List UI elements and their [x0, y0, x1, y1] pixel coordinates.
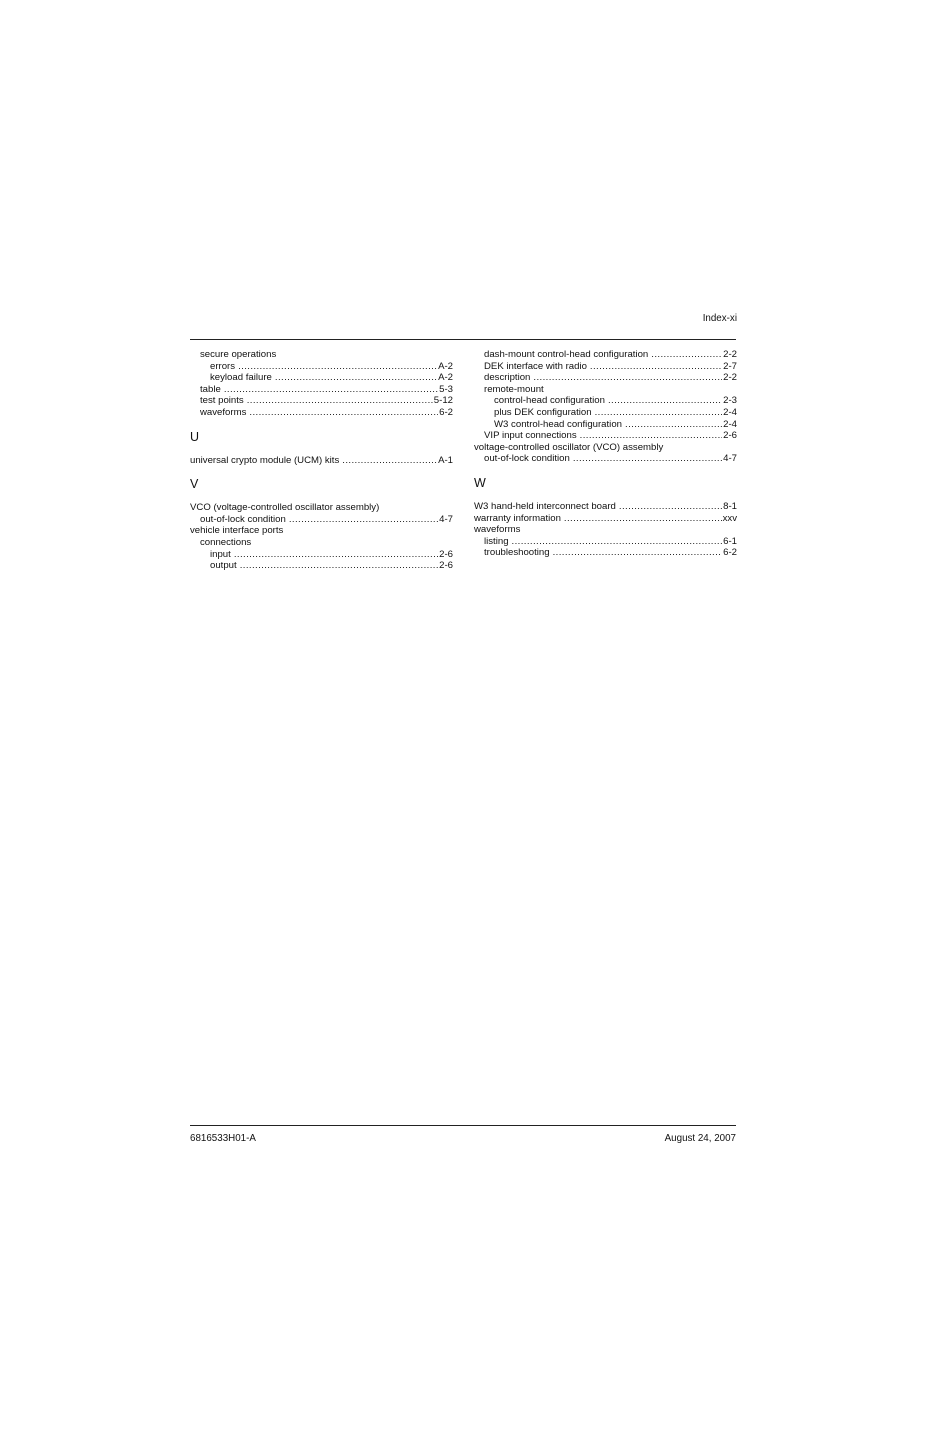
- index-entry-page: 2-2: [723, 372, 737, 384]
- index-entry: [190, 384, 453, 396]
- index-entry-label: test points: [200, 395, 244, 407]
- index-entry-page: 6-2: [439, 406, 453, 418]
- index-entry-page: 2-7: [723, 360, 737, 372]
- index-entry: [474, 547, 737, 559]
- index-entry: [190, 349, 453, 361]
- index-entry-label: dash-mount control-head configuration: [484, 349, 649, 360]
- index-entry: [474, 349, 737, 361]
- index-entry: [190, 372, 453, 384]
- index-entry-label: remote-mount: [484, 383, 544, 395]
- document-number: 6816533H01-A: [190, 1133, 256, 1144]
- dot-leader: [564, 513, 722, 525]
- dot-leader: [342, 455, 437, 467]
- index-entry-label: listing: [484, 535, 509, 547]
- index-entry-page: 2-4: [723, 418, 737, 430]
- dot-leader: [625, 419, 722, 431]
- index-entry: [474, 501, 737, 513]
- index-entry: [474, 419, 737, 431]
- index-entry-label: voltage-controlled oscillator (VCO) assembly: [474, 441, 664, 453]
- dot-leader: [275, 372, 437, 384]
- index-entry-page: 5-12: [433, 395, 453, 407]
- index-entry: [190, 502, 453, 514]
- dot-leader: [234, 549, 438, 561]
- index-column-right: [474, 349, 737, 559]
- index-entry-label: waveforms: [200, 406, 247, 418]
- index-entry: [190, 361, 453, 373]
- index-entry-page: 8-1: [723, 500, 737, 512]
- index-entry: [190, 525, 453, 537]
- index-entry-page: A-1: [438, 454, 453, 466]
- index-entry-label: VCO (voltage-controlled oscillator assembly): [190, 502, 380, 514]
- dot-leader: [619, 501, 722, 513]
- index-entry-page: A-2: [438, 372, 453, 384]
- index-entry: [474, 453, 737, 465]
- index-entry: [474, 430, 737, 442]
- index-entry: [190, 549, 453, 561]
- index-entry-label: warranty information: [474, 512, 561, 524]
- index-entry: [474, 513, 737, 525]
- dot-leader: [573, 453, 722, 465]
- index-column-left: [190, 349, 453, 572]
- index-group-v: [190, 502, 453, 572]
- index-entry-page: 2-6: [723, 430, 737, 442]
- index-entry: [474, 372, 737, 384]
- index-entry-label: VIP input connections: [484, 430, 577, 442]
- index-entry: [474, 395, 737, 407]
- index-entry-label: output: [210, 560, 237, 572]
- index-entry-page: xxv: [722, 512, 737, 524]
- index-entry: [190, 407, 453, 419]
- dot-leader: [580, 430, 722, 442]
- index-entry-label: input: [210, 548, 231, 560]
- index-entry-page: A-2: [438, 360, 453, 372]
- footer-rule: [190, 1125, 736, 1126]
- index-group-u: [190, 455, 453, 467]
- dot-leader: [553, 547, 723, 559]
- section-letter-u: U: [190, 429, 200, 444]
- section-letter-w: W: [474, 475, 486, 490]
- index-entry-page: 6-2: [723, 547, 737, 559]
- index-entry-label: keyload failure: [210, 372, 272, 384]
- dot-leader: [224, 384, 438, 396]
- index-entry: [190, 455, 453, 467]
- index-group-w: [474, 501, 737, 559]
- dot-leader: [249, 407, 438, 419]
- dot-leader: [608, 395, 722, 407]
- index-group-continued: [190, 349, 453, 419]
- index-entry: [190, 395, 453, 407]
- index-entry-label: vehicle interface ports: [190, 525, 284, 537]
- index-entry-label: waveforms: [474, 524, 521, 536]
- index-entry-label: control-head configuration: [494, 395, 605, 407]
- index-entry-label: W3 hand-held interconnect board: [474, 500, 616, 512]
- dot-leader: [289, 514, 438, 526]
- index-entry-page: 6-1: [723, 535, 737, 547]
- index-entry-page: 4-7: [723, 453, 737, 465]
- index-entry: [474, 536, 737, 548]
- index-entry-label: description: [484, 372, 531, 384]
- index-entry-page: 4-7: [439, 513, 453, 525]
- index-entry: [474, 361, 737, 373]
- section-letter-v: V: [190, 477, 199, 492]
- index-entry-page: 2-6: [439, 548, 453, 560]
- publication-date: August 24, 2007: [664, 1133, 736, 1144]
- index-entry-label: out-of-lock condition: [484, 453, 570, 465]
- dot-leader: [533, 372, 722, 384]
- dot-leader: [651, 349, 722, 361]
- index-entry: [474, 407, 737, 419]
- dot-leader: [238, 361, 437, 373]
- index-entry-label: plus DEK configuration: [494, 406, 592, 418]
- dot-leader: [512, 536, 723, 548]
- index-entry-page: 2-3: [723, 395, 737, 407]
- index-entry: [474, 524, 737, 536]
- page-label: Index-xi: [702, 313, 737, 324]
- index-entry: [190, 514, 453, 526]
- index-entry-label: troubleshooting: [484, 547, 550, 559]
- index-entry-page: 2-4: [723, 406, 737, 418]
- index-entry-label: table: [200, 383, 221, 395]
- index-entry-page: 5-3: [439, 383, 453, 395]
- index-entry-label: W3 control-head configuration: [494, 418, 622, 430]
- dot-leader: [247, 395, 433, 407]
- index-entry-page: 2-2: [723, 349, 737, 360]
- index-entry-label: out-of-lock condition: [200, 513, 286, 525]
- dot-leader: [595, 407, 723, 419]
- index-entry: [474, 442, 737, 454]
- index-entry-label: secure operations: [200, 349, 277, 360]
- dot-leader: [590, 361, 722, 373]
- index-entry-label: connections: [200, 536, 252, 548]
- index-group-continued: [474, 349, 737, 465]
- index-entry-label: DEK interface with radio: [484, 360, 587, 372]
- dot-leader: [240, 560, 438, 572]
- index-entry-label: universal crypto module (UCM) kits: [190, 454, 340, 466]
- index-entry-label: errors: [210, 360, 236, 372]
- header-rule: [190, 339, 736, 340]
- index-entry: [474, 384, 737, 396]
- index-entry: [190, 560, 453, 572]
- index-entry: [190, 537, 453, 549]
- index-entry-page: 2-6: [439, 560, 453, 572]
